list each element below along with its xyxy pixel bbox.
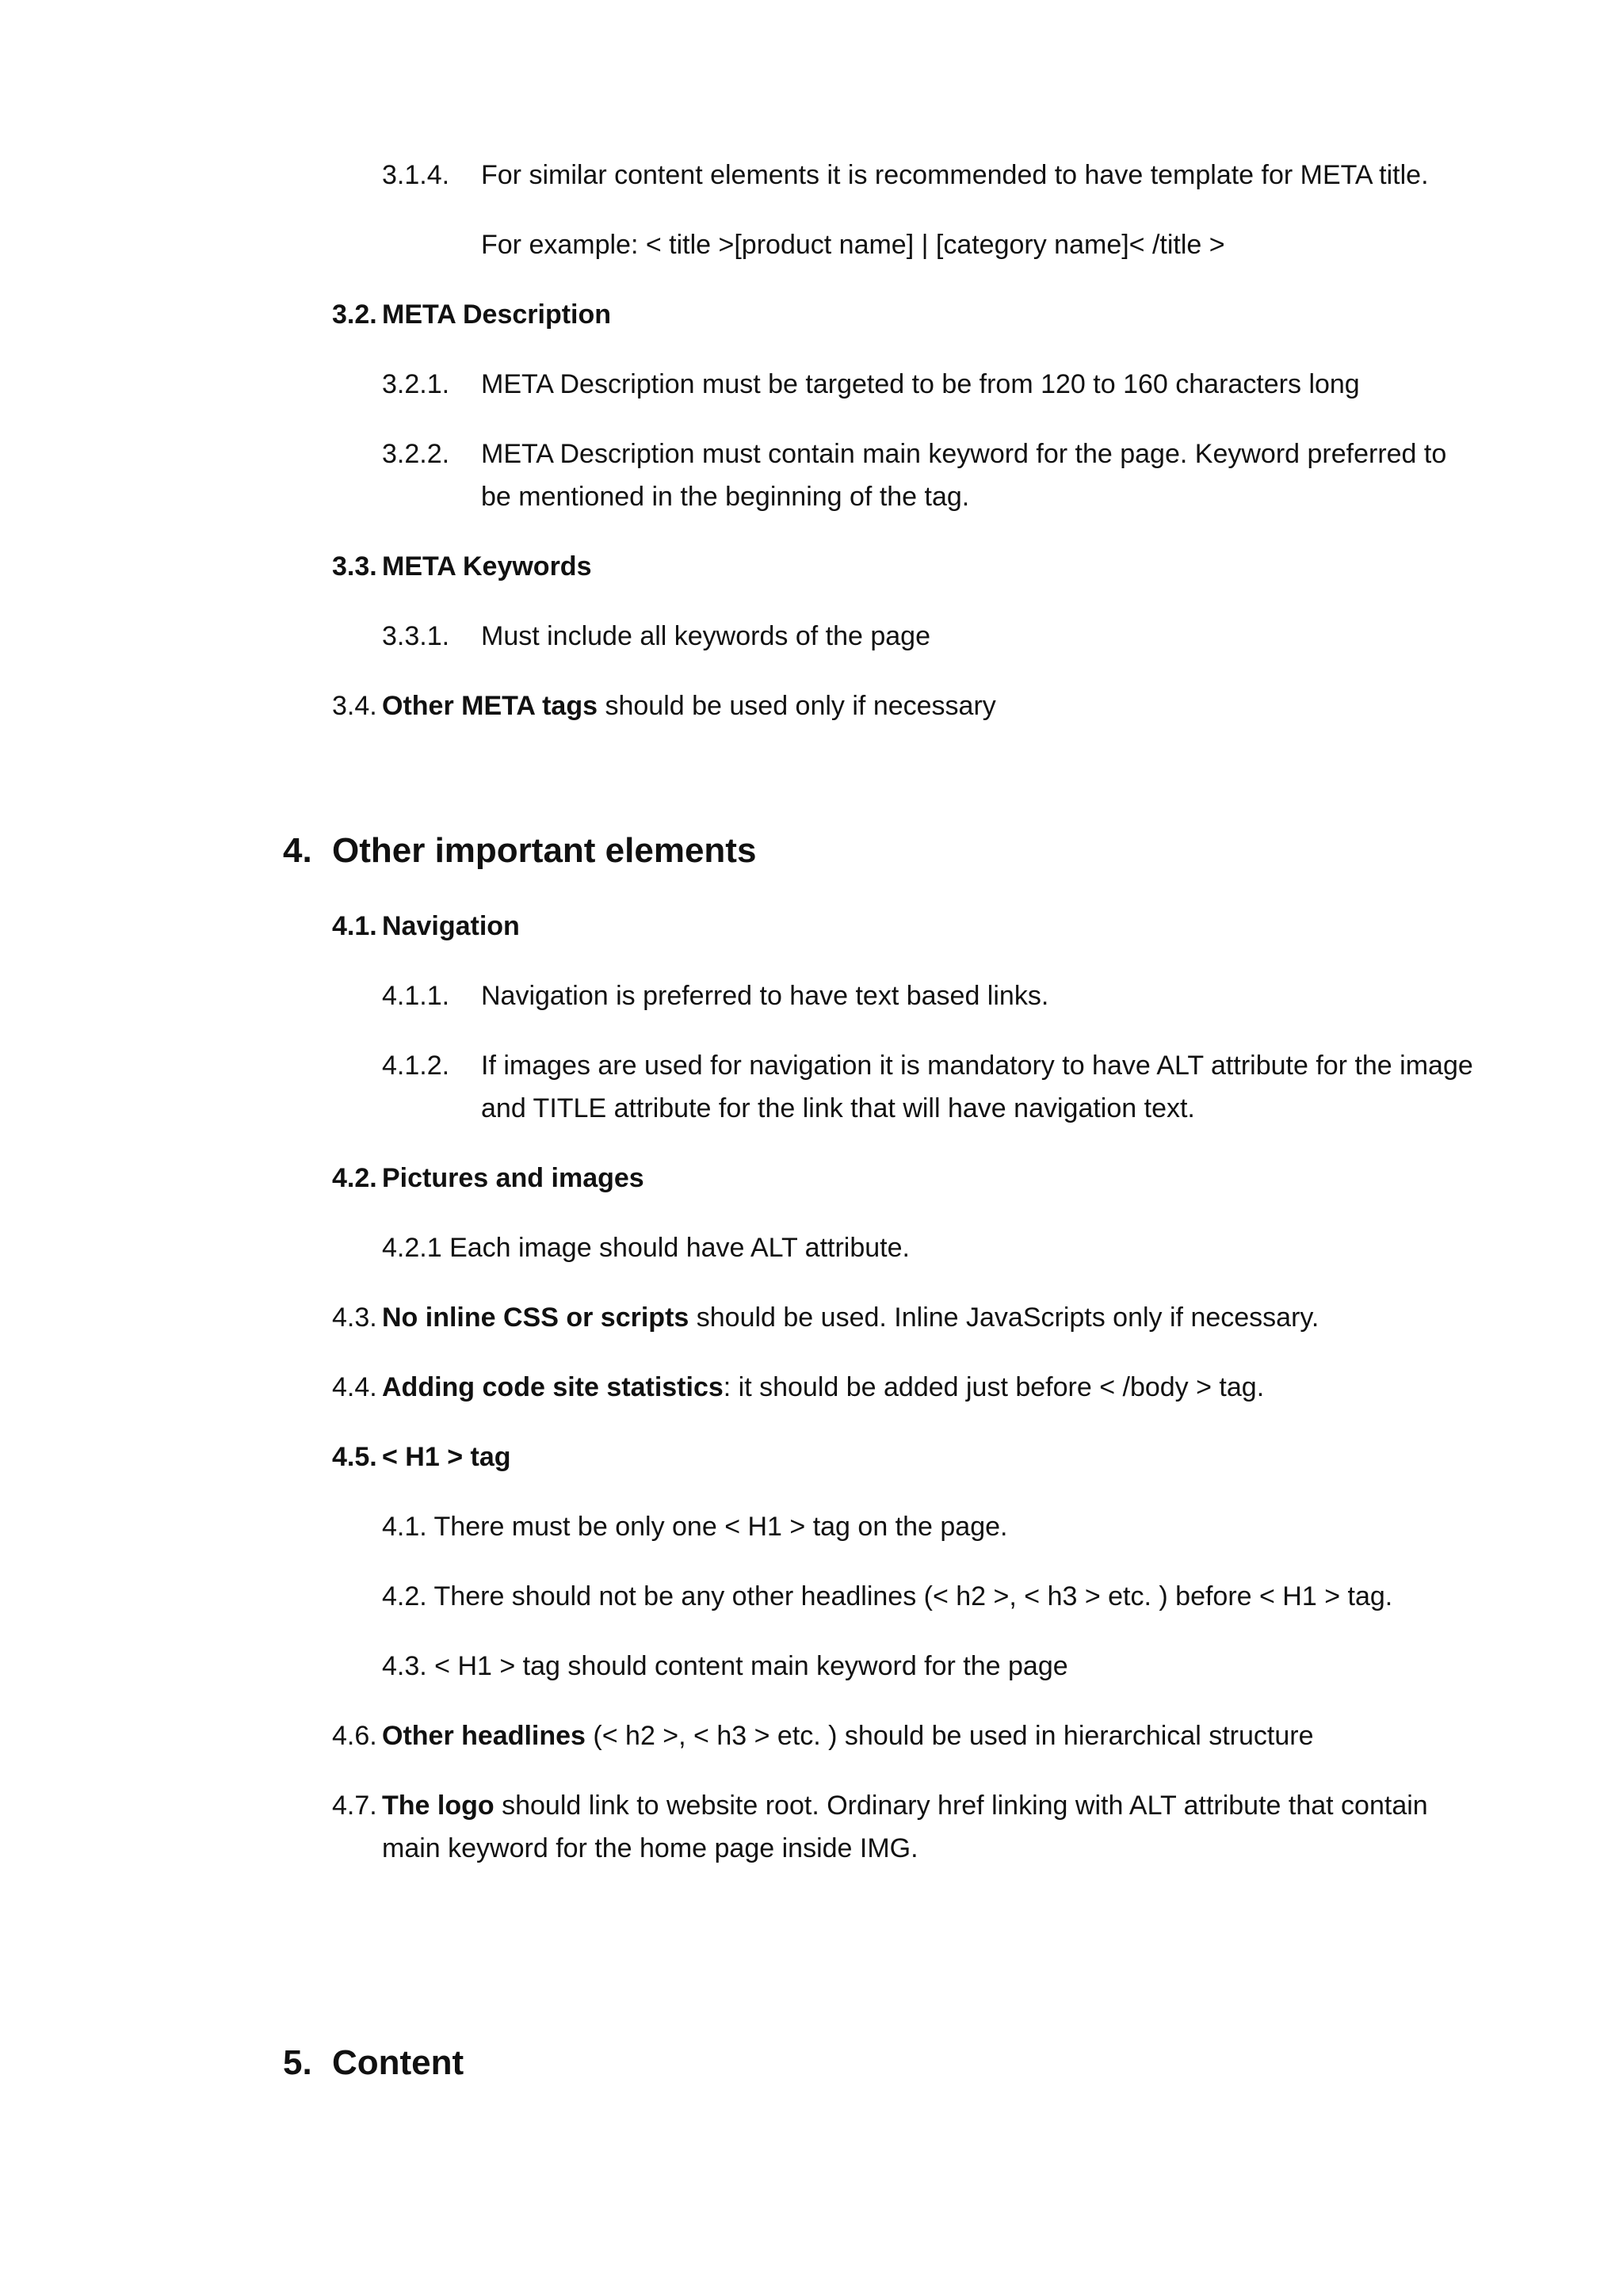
section-number: 4. xyxy=(283,831,312,870)
subsection-title: Pictures and images xyxy=(382,1163,644,1193)
subsection-text: should be used only if necessary xyxy=(598,691,996,721)
item-number: 4.1.1. xyxy=(382,981,450,1011)
item-text: If images are used for navigation it is mandatory to have ALT attribute for the image xyxy=(481,1051,1473,1081)
item-text: META Description must be targeted to be from 120 to 160 characters long xyxy=(481,369,1360,399)
item-text: META Description must contain main keyword for the page. Keyword preferred to xyxy=(481,439,1447,469)
subsection-number: 3.3. xyxy=(332,551,377,582)
subsection-number: 4.5. xyxy=(332,1442,377,1472)
item-text: For similar content elements it is recommended to have template for META title. xyxy=(481,160,1429,190)
subsection-title: META Description xyxy=(382,299,612,330)
subsection-title: The logo xyxy=(382,1791,495,1821)
item-text: 4.2. There should not be any other headlines (< h2 >, < h3 > etc. ) before < H1 > tag. xyxy=(382,1581,1393,1611)
subsection-number: 4.2. xyxy=(332,1163,377,1193)
subsection-number: 3.4. xyxy=(332,691,377,721)
subsection-number: 4.7. xyxy=(332,1791,377,1821)
section-title: Content xyxy=(332,2043,464,2082)
section-number: 5. xyxy=(283,2043,312,2082)
item-number: 3.2.2. xyxy=(382,439,450,469)
subsection-title: Adding code site statistics xyxy=(382,1372,724,1402)
item-number: 3.2.1. xyxy=(382,369,450,399)
item-text-continued: and TITLE attribute for the link that will have navigation text. xyxy=(481,1093,1195,1123)
subsection-title: Other headlines xyxy=(382,1721,586,1751)
subsection-title: Navigation xyxy=(382,911,520,941)
subsection-number: 4.6. xyxy=(332,1721,377,1751)
subsection-number: 3.2. xyxy=(332,299,377,330)
item-text: 4.1. There must be only one < H1 > tag on the page. xyxy=(382,1512,1008,1542)
subsection-text: should link to website root. Ordinary href linking with ALT attribute that contain xyxy=(494,1791,1428,1821)
item-text: Must include all keywords of the page xyxy=(481,621,930,651)
item-text: Navigation is preferred to have text based links. xyxy=(481,981,1049,1011)
section-title: Other important elements xyxy=(332,831,757,870)
item-number: 4.1.2. xyxy=(382,1051,450,1081)
subsection-title: < H1 > tag xyxy=(382,1442,511,1472)
item-text: 4.2.1 Each image should have ALT attribute. xyxy=(382,1233,910,1263)
item-number: 3.3.1. xyxy=(382,621,450,651)
subsection-text-continued: main keyword for the home page inside IMG. xyxy=(382,1833,918,1863)
subsection-number: 4.4. xyxy=(332,1372,377,1402)
item-text-continued: be mentioned in the beginning of the tag. xyxy=(481,482,970,512)
subsection-text: : it should be added just before < /body > tag. xyxy=(723,1372,1265,1402)
subsection-text: (< h2 >, < h3 > etc. ) should be used in hierarchical structure xyxy=(585,1721,1314,1751)
example-text: For example: < title >[product name] | [category name]< /title > xyxy=(481,230,1225,260)
item-number: 3.1.4. xyxy=(382,160,450,190)
item-text: 4.3. < H1 > tag should content main keyword for the page xyxy=(382,1651,1068,1681)
subsection-number: 4.1. xyxy=(332,911,377,941)
subsection-number: 4.3. xyxy=(332,1302,377,1333)
subsection-text: should be used. Inline JavaScripts only if necessary. xyxy=(689,1302,1319,1333)
subsection-title: META Keywords xyxy=(382,551,592,582)
subsection-title: Other META tags xyxy=(382,691,598,721)
subsection-title: No inline CSS or scripts xyxy=(382,1302,689,1333)
